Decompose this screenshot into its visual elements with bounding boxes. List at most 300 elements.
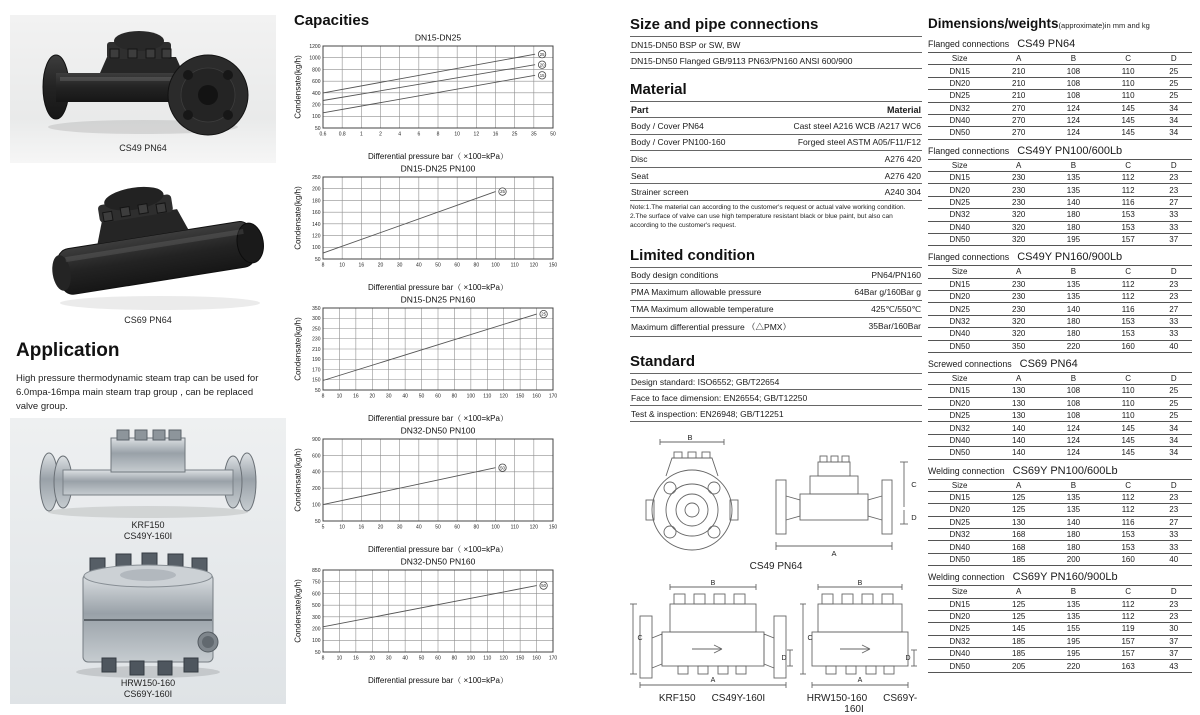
table-cell: 130: [991, 410, 1046, 422]
column-header: Size: [928, 159, 991, 171]
drawing-caption-krf150: [630, 693, 794, 704]
svg-text:2: 2: [379, 131, 382, 138]
svg-text:Differential pressure bar（ ×10: Differential pressure bar（ ×100=kPa）: [368, 152, 508, 161]
column-header: A: [991, 479, 1046, 491]
row-label: PMA Maximum allowable pressure: [631, 287, 762, 298]
dimension-table: [928, 265, 1192, 353]
drawing-cs49-svg: [630, 432, 922, 560]
table-row: [630, 184, 922, 201]
dim-d-label: D: [911, 513, 917, 523]
table-cell: 135: [1046, 291, 1101, 303]
table-cell: DN40: [928, 541, 991, 553]
svg-text:60: 60: [435, 393, 441, 400]
svg-text:Differential pressure bar（ ×10: Differential pressure bar（ ×100=kPa）: [368, 414, 508, 423]
svg-text:8: 8: [321, 655, 325, 662]
row-value: Forged steel ASTM A05/F11/F12: [797, 137, 921, 148]
table-cell: 34: [1156, 102, 1192, 114]
standard-table: [630, 373, 922, 422]
column-header: C: [1101, 159, 1156, 171]
table-cell: DN50: [928, 127, 991, 139]
dim-table-caption: [928, 251, 1192, 263]
drawing-caption-cs49: CS49 PN64: [749, 561, 803, 573]
table-row: [630, 301, 922, 319]
column-header: A: [991, 159, 1046, 171]
capacities-column: [292, 0, 582, 704]
svg-text:80: 80: [451, 393, 458, 400]
row-label: Body / Cover PN100-160: [631, 137, 726, 148]
svg-text:12: 12: [473, 131, 480, 138]
svg-text:100: 100: [312, 114, 321, 121]
table-cell: 110: [1101, 410, 1156, 422]
svg-text:50: 50: [500, 465, 505, 471]
dim-table-caption: [928, 465, 1192, 477]
svg-text:16: 16: [358, 524, 365, 531]
table-cell: 320: [991, 209, 1046, 221]
table-cell: 153: [1101, 221, 1156, 233]
table-cell: 160: [1101, 340, 1156, 352]
column-header: D: [1156, 586, 1192, 598]
material-table: [630, 118, 922, 201]
svg-text:100: 100: [312, 502, 321, 509]
table-cell: 135: [1046, 184, 1101, 196]
svg-text:170: 170: [548, 655, 558, 662]
svg-text:5: 5: [321, 524, 325, 531]
svg-text:120: 120: [529, 262, 539, 269]
table-row: [928, 90, 1192, 102]
table-cell: 320: [991, 328, 1046, 340]
product-photo-cs69-pn64: [10, 165, 286, 315]
connection-type: Flanged connections: [928, 252, 1010, 263]
column-header: C: [1101, 479, 1156, 491]
product-label-cs69-pn64: CS69 PN64: [124, 315, 172, 325]
svg-text:Condensate(kg/h): Condensate(kg/h): [293, 55, 303, 119]
table-cell: 37: [1156, 635, 1192, 647]
svg-text:200: 200: [312, 486, 321, 493]
connection-type: Welding connection: [928, 572, 1005, 583]
row-value: A276 420: [884, 170, 921, 181]
connection-type: Flanged connections: [928, 39, 1010, 49]
column-header: B: [1046, 53, 1101, 65]
chart-dn32-dn50-pn160: [292, 555, 582, 686]
column-header: B: [1046, 159, 1101, 171]
table-row: [928, 553, 1192, 565]
svg-text:10: 10: [336, 393, 343, 400]
row-label: Body design conditions: [631, 270, 719, 281]
table-cell: 125: [991, 598, 1046, 610]
drawing-caption-hrw150-type: CS69Y-160I: [844, 693, 918, 715]
drawing-krf150-svg: [630, 580, 794, 692]
table-cell: 350: [991, 340, 1046, 352]
dim-table-cs69y-pn100: [928, 465, 1192, 567]
dim-d-label: D: [781, 655, 787, 663]
svg-text:50: 50: [314, 518, 321, 525]
dim-table-cs49y-pn100: [928, 145, 1192, 247]
dimensions-note: (approximate)in mm and kg: [1058, 21, 1150, 30]
svg-text:190: 190: [312, 357, 321, 364]
svg-text:Differential pressure bar（ ×10: Differential pressure bar（ ×100=kPa）: [368, 545, 508, 554]
table-cell: 108: [1046, 410, 1101, 422]
column-header: D: [1156, 159, 1192, 171]
table-cell: 153: [1101, 315, 1156, 327]
svg-text:50: 50: [314, 387, 321, 394]
table-row: [928, 385, 1192, 397]
dim-c-label: C: [911, 480, 917, 490]
column-header: A: [991, 372, 1046, 384]
table-cell: DN40: [928, 114, 991, 126]
svg-text:50: 50: [314, 256, 321, 263]
table-cell: 23: [1156, 184, 1192, 196]
svg-text:16: 16: [353, 393, 359, 400]
column-header: D: [1156, 53, 1192, 65]
table-cell: 230: [991, 303, 1046, 315]
table-cell: 210: [991, 77, 1046, 89]
svg-text:16: 16: [353, 655, 359, 662]
chart-dn15-dn25: [292, 31, 582, 162]
table-row: [928, 233, 1192, 245]
product-photo-krf150: [23, 422, 273, 520]
dim-table-caption: [928, 145, 1192, 157]
svg-text:35: 35: [531, 131, 537, 138]
dim-table-cs69y-pn160: [928, 571, 1192, 673]
table-cell: DN20: [928, 397, 991, 409]
svg-text:DN15-DN25: DN15-DN25: [414, 32, 462, 43]
svg-text:170: 170: [312, 367, 321, 374]
product-photo-cs49-pn64: [10, 15, 276, 137]
table-row: [928, 504, 1192, 516]
table-cell: 124: [1046, 102, 1101, 114]
dimension-table: [928, 479, 1192, 567]
column-header: C: [1101, 53, 1156, 65]
svg-text:25: 25: [541, 311, 546, 317]
svg-text:120: 120: [499, 393, 508, 400]
table-cell: 230: [991, 291, 1046, 303]
dimension-table: [928, 372, 1192, 460]
product-label-cs49-pn64: CS49 PN64: [119, 143, 167, 153]
svg-text:110: 110: [483, 393, 492, 400]
table-cell: 37: [1156, 233, 1192, 245]
column-header: A: [991, 266, 1046, 278]
material-col-material: Material: [886, 104, 921, 115]
table-cell: 27: [1156, 196, 1192, 208]
drawing-hrw150: [794, 580, 922, 715]
table-cell: 108: [1046, 77, 1101, 89]
table-row: [928, 447, 1192, 459]
svg-text:250: 250: [312, 326, 321, 333]
table-cell: 110: [1101, 65, 1156, 77]
svg-text:30: 30: [385, 655, 392, 662]
table-cell: 112: [1101, 172, 1156, 184]
table-row: [928, 434, 1192, 446]
table-row: [928, 196, 1192, 208]
dim-table-caption: [928, 38, 1192, 50]
table-cell: 125: [991, 610, 1046, 622]
column-header: A: [991, 53, 1046, 65]
table-cell: 145: [1101, 102, 1156, 114]
table-cell: DN25: [928, 196, 991, 208]
table-cell: 145: [1101, 447, 1156, 459]
table-row: [928, 516, 1192, 528]
table-row: [630, 268, 922, 285]
table-cell: 34: [1156, 447, 1192, 459]
table-cell: 157: [1101, 648, 1156, 660]
table-row: [928, 491, 1192, 503]
row-value: A276 420: [884, 153, 921, 164]
drawing-hrw150-svg: [794, 580, 920, 692]
dimension-table: [928, 159, 1192, 247]
table-cell: DN32: [928, 102, 991, 114]
svg-text:600: 600: [312, 79, 321, 86]
drawing-caption-krf150-type: CS49Y-160I: [711, 693, 766, 705]
column-header: B: [1046, 372, 1101, 384]
table-cell: 135: [1046, 598, 1101, 610]
svg-text:160: 160: [532, 655, 541, 662]
row-label: Maximum differential pressure （△PMX）: [631, 322, 791, 333]
connection-type: Flanged connections: [928, 145, 1010, 156]
table-row: Test & inspection: EN26948; GB/T12251: [630, 406, 922, 422]
drawing-cs49-pn64: [630, 432, 922, 572]
dim-b-label: B: [710, 580, 716, 588]
table-row: [630, 118, 922, 135]
row-value: 425℃/550℃: [871, 303, 921, 314]
table-cell: 145: [1101, 422, 1156, 434]
table-cell: 153: [1101, 541, 1156, 553]
connection-type: Screwed connections: [928, 358, 1012, 369]
svg-text:50: 50: [314, 125, 321, 132]
table-cell: 180: [1046, 328, 1101, 340]
table-cell: 145: [1101, 114, 1156, 126]
svg-text:30: 30: [396, 262, 403, 269]
table-row: [928, 397, 1192, 409]
svg-text:100: 100: [491, 524, 500, 531]
table-cell: 125: [991, 491, 1046, 503]
svg-text:DN32-DN50 PN160: DN32-DN50 PN160: [400, 556, 476, 567]
table-cell: 34: [1156, 114, 1192, 126]
svg-text:DN15-DN25 PN100: DN15-DN25 PN100: [400, 163, 476, 174]
table-cell: 153: [1101, 328, 1156, 340]
svg-text:150: 150: [312, 377, 321, 384]
table-row: [630, 135, 922, 152]
table-cell: DN15: [928, 278, 991, 290]
column-header: Size: [928, 372, 991, 384]
svg-text:200: 200: [312, 626, 321, 633]
table-row: [630, 284, 922, 301]
svg-text:1000: 1000: [309, 55, 321, 62]
column-header: Size: [928, 53, 991, 65]
svg-text:20: 20: [369, 655, 376, 662]
table-cell: 168: [991, 529, 1046, 541]
table-row: [928, 127, 1192, 139]
capacity-chart-svg: [292, 162, 582, 293]
table-row: Design standard: ISO6552; GB/T22654: [630, 374, 922, 390]
table-row: [928, 291, 1192, 303]
svg-text:60: 60: [454, 262, 460, 269]
chart-dn15-dn25-pn160: [292, 293, 582, 424]
table-cell: 230: [991, 172, 1046, 184]
svg-text:300: 300: [312, 614, 321, 621]
table-row: [928, 635, 1192, 647]
table-cell: 25: [1156, 385, 1192, 397]
table-cell: 270: [991, 102, 1046, 114]
table-cell: 220: [1046, 340, 1101, 352]
table-cell: DN25: [928, 623, 991, 635]
table-row: [928, 529, 1192, 541]
svg-text:100: 100: [312, 245, 321, 252]
svg-text:60: 60: [454, 524, 460, 531]
svg-text:150: 150: [548, 262, 558, 269]
table-cell: 112: [1101, 291, 1156, 303]
svg-text:25: 25: [511, 131, 518, 138]
table-cell: 108: [1046, 385, 1101, 397]
svg-text:110: 110: [510, 262, 519, 269]
svg-text:120: 120: [529, 524, 539, 531]
table-cell: 210: [991, 65, 1046, 77]
svg-text:80: 80: [473, 262, 480, 269]
table-row: [928, 278, 1192, 290]
table-cell: 110: [1101, 90, 1156, 102]
table-row: [928, 328, 1192, 340]
dimensions-column: [928, 0, 1192, 704]
model-name: CS49Y PN100/600Lb: [1017, 144, 1123, 157]
table-row: [928, 422, 1192, 434]
table-cell: 23: [1156, 278, 1192, 290]
svg-text:Differential pressure bar（ ×10: Differential pressure bar（ ×100=kPa）: [368, 676, 508, 685]
svg-text:0.8: 0.8: [338, 131, 346, 138]
svg-text:850: 850: [312, 567, 321, 574]
table-cell: 205: [991, 660, 1046, 672]
svg-text:160: 160: [532, 393, 541, 400]
svg-text:50: 50: [418, 655, 425, 662]
product-label-cs49y-160i: CS49Y-160I: [123, 531, 173, 542]
row-value: A240 304: [884, 187, 921, 198]
svg-text:DN32-DN50 PN100: DN32-DN50 PN100: [400, 425, 476, 436]
table-row: [928, 340, 1192, 352]
model-name: CS69 PN64: [1019, 357, 1078, 370]
table-cell: 140: [991, 434, 1046, 446]
svg-text:10: 10: [339, 524, 345, 531]
svg-text:Condensate(kg/h): Condensate(kg/h): [293, 579, 303, 643]
svg-text:100: 100: [466, 393, 476, 400]
table-cell: 124: [1046, 434, 1101, 446]
svg-text:100: 100: [491, 262, 500, 269]
table-cell: 270: [991, 127, 1046, 139]
svg-text:40: 40: [416, 262, 422, 269]
table-row: [928, 315, 1192, 327]
table-cell: DN25: [928, 90, 991, 102]
table-cell: 180: [1046, 541, 1101, 553]
svg-text:140: 140: [312, 221, 321, 228]
size-pipe-table: [630, 36, 922, 69]
table-cell: 220: [1046, 660, 1101, 672]
dim-a-label: A: [831, 549, 837, 559]
column-header: D: [1156, 266, 1192, 278]
table-row: [630, 168, 922, 185]
row-value: 35Bar/160Bar: [868, 321, 921, 332]
table-cell: 135: [1046, 610, 1101, 622]
svg-text:20: 20: [377, 262, 384, 269]
table-cell: DN50: [928, 340, 991, 352]
table-cell: 112: [1101, 610, 1156, 622]
svg-text:Differential pressure bar（ ×10: Differential pressure bar（ ×100=kPa）: [368, 283, 508, 292]
table-cell: 23: [1156, 291, 1192, 303]
table-cell: 112: [1101, 491, 1156, 503]
table-cell: DN32: [928, 635, 991, 647]
table-row: [928, 660, 1192, 672]
dim-table-cs69-pn64: [928, 358, 1192, 460]
table-cell: 116: [1101, 516, 1156, 528]
svg-text:50: 50: [550, 131, 556, 138]
table-cell: 140: [1046, 303, 1101, 315]
table-row: [928, 303, 1192, 315]
table-cell: DN25: [928, 303, 991, 315]
material-title: Material: [630, 81, 687, 98]
table-cell: 27: [1156, 303, 1192, 315]
svg-text:50: 50: [435, 524, 441, 531]
svg-text:10: 10: [339, 262, 345, 269]
application-text: High pressure thermodynamic steam trap can be used for 6.0mpa-16mpa main steam trap group , can be replaced valve group.: [16, 373, 259, 412]
column-header: B: [1046, 479, 1101, 491]
capacity-chart-svg: [292, 31, 582, 162]
svg-text:20: 20: [369, 393, 376, 400]
table-cell: 230: [991, 278, 1046, 290]
table-cell: 27: [1156, 516, 1192, 528]
table-cell: 145: [1101, 434, 1156, 446]
table-cell: 110: [1101, 397, 1156, 409]
table-row: [928, 102, 1192, 114]
svg-text:600: 600: [312, 453, 321, 460]
svg-text:16: 16: [358, 262, 365, 269]
table-cell: 140: [991, 422, 1046, 434]
svg-text:1: 1: [359, 131, 363, 138]
table-row: [928, 598, 1192, 610]
table-cell: 140: [991, 447, 1046, 459]
svg-text:80: 80: [451, 655, 458, 662]
row-label: Disc: [631, 153, 648, 164]
table-cell: DN50: [928, 447, 991, 459]
table-row: [928, 410, 1192, 422]
table-cell: DN20: [928, 77, 991, 89]
svg-text:900: 900: [312, 436, 321, 443]
svg-text:10: 10: [454, 131, 460, 138]
svg-text:60: 60: [435, 655, 441, 662]
table-cell: DN15: [928, 65, 991, 77]
material-note-2: 2.The surface of valve can use high temperature resistant black or blue paint, but also can according to the customer's request.: [630, 212, 893, 229]
table-cell: DN32: [928, 209, 991, 221]
table-cell: 25: [1156, 90, 1192, 102]
row-value: Cast steel A216 WCB /A217 WC6: [793, 120, 921, 131]
table-cell: 320: [991, 315, 1046, 327]
table-row: [928, 623, 1192, 635]
svg-text:40: 40: [402, 393, 408, 400]
table-cell: 124: [1046, 127, 1101, 139]
table-cell: DN20: [928, 504, 991, 516]
svg-text:110: 110: [510, 524, 519, 531]
svg-text:1200: 1200: [309, 43, 321, 50]
column-header: B: [1046, 586, 1101, 598]
svg-text:50: 50: [418, 393, 425, 400]
svg-text:250: 250: [312, 174, 321, 181]
table-cell: DN40: [928, 434, 991, 446]
table-cell: 112: [1101, 598, 1156, 610]
table-cell: 23: [1156, 610, 1192, 622]
table-cell: 185: [991, 648, 1046, 660]
svg-text:600: 600: [312, 591, 321, 598]
limited-title: Limited condition: [630, 246, 755, 264]
table-cell: 145: [1101, 127, 1156, 139]
svg-text:150: 150: [515, 655, 525, 662]
dim-table-caption: [928, 571, 1192, 583]
table-cell: 37: [1156, 648, 1192, 660]
svg-text:100: 100: [466, 655, 476, 662]
